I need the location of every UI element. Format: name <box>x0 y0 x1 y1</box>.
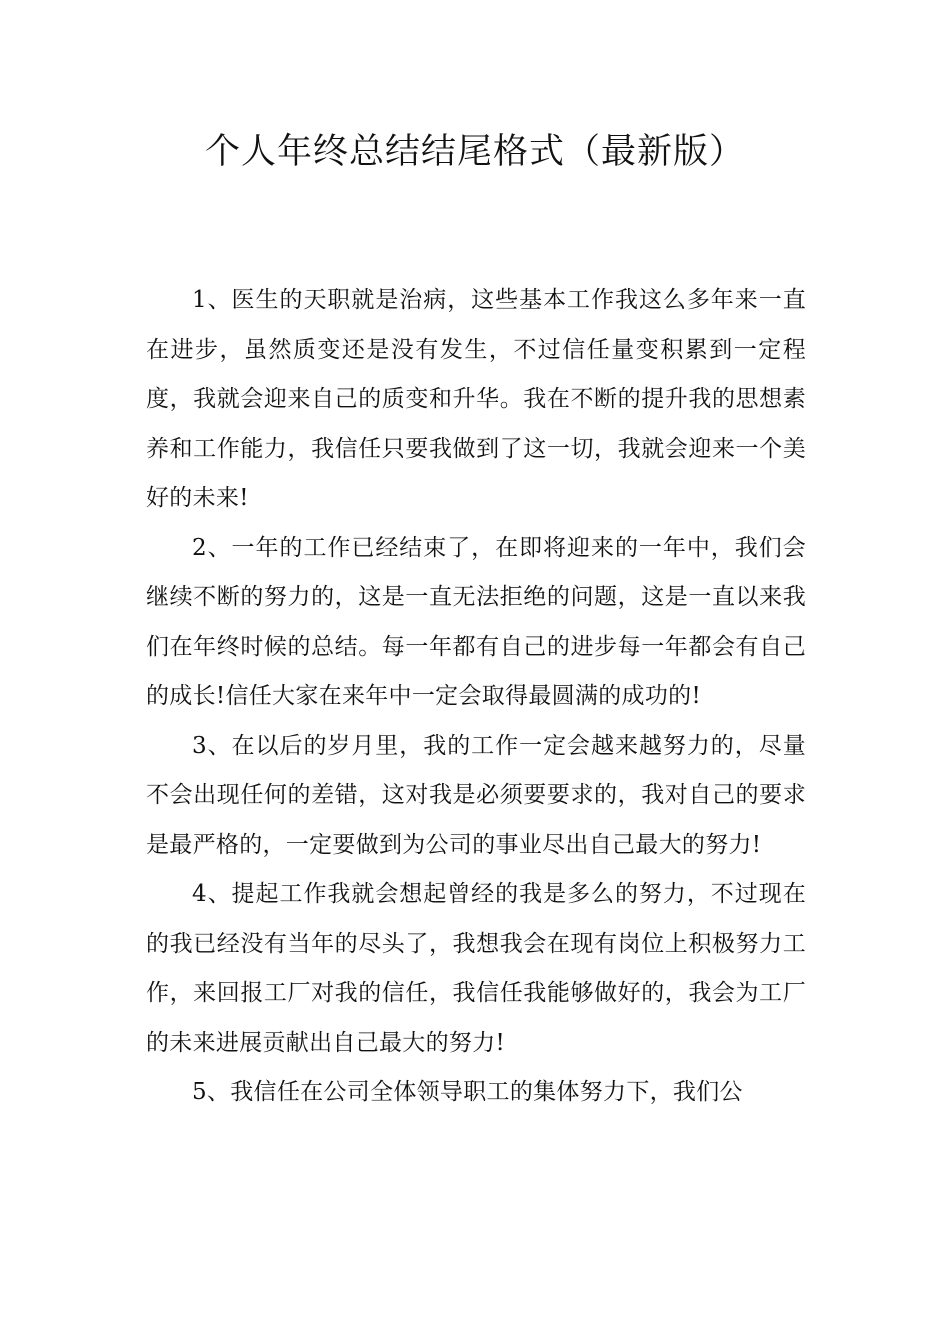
paragraph-3: 3、在以后的岁月里，我的工作一定会越来越努力的，尽量不会出现任何的差错，这对我是必须要要求的，我对自己的要求是最严格的，一定要做到为公司的事业尽出自己最大的努力! <box>146 732 806 858</box>
paragraph-5: 5、我信任在公司全体领导职工的集体努力下，我们公 <box>192 1079 743 1105</box>
paragraph-2: 2、一年的工作已经结束了，在即将迎来的一年中，我们会继续不断的努力的，这是一直无法拒绝的问题，这是一直以来我们在年终时候的总结。每一年都有自己的进步每一年都会有自己的成长!信任大家在来年中一定会取得最圆满的成功的! <box>146 534 806 709</box>
document-title: 个人年终总结结尾格式（最新版） <box>204 132 745 172</box>
paragraph-1: 1、医生的天职就是治病，这些基本工作我这么多年来一直在进步，虽然质变还是没有发生，不过信任量变积累到一定程度，我就会迎来自己的质变和升华。我在不断的提升我的思想素养和工作能力，我信任只要我做到了这一切，我就会迎来一个美好的未来! <box>146 287 806 511</box>
document-body <box>146 276 806 1118</box>
paragraph-4: 4、提起工作我就会想起曾经的我是多么的努力，不过现在的我已经没有当年的尽头了，我想我会在现有岗位上积极努力工作，来回报工厂对我的信任，我信任我能够做好的，我会为工厂的未来进展贡献出自己最大的努力! <box>146 881 806 1056</box>
